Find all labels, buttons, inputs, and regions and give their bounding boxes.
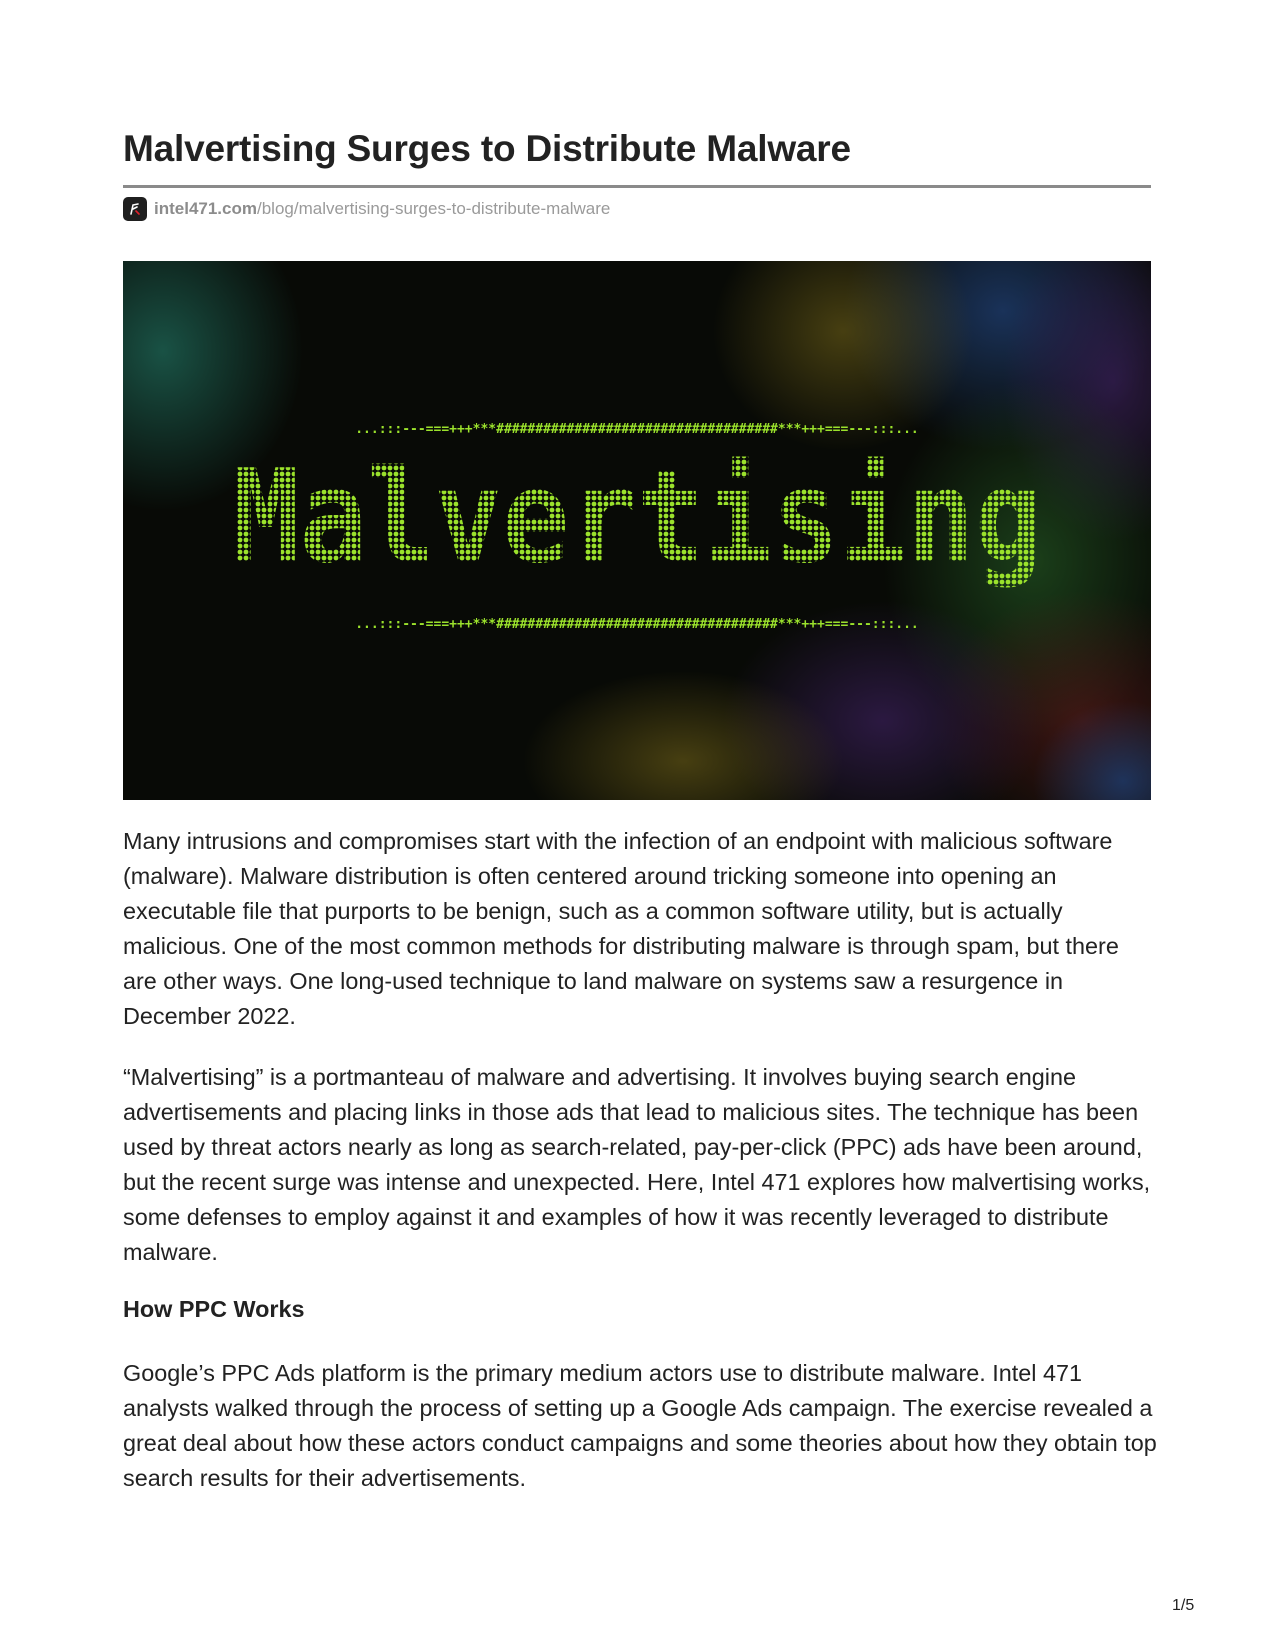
hero-ornament-top: ...:::---===+++***####################################***+++===---:::...	[355, 422, 919, 437]
hero-title-text: Malvertising	[232, 443, 1042, 592]
source-domain[interactable]: intel471.com	[154, 199, 257, 218]
section-heading: How PPC Works	[123, 1296, 305, 1322]
intro-paragraph: Many intrusions and compromises start with the infection of an endpoint with malicious software (malware). Malware distribution is often centered around tricking someone into opening an executable file that purports to be benign, such as a common software utility, but is actually malicious. One of the most common methods for distributing malware is through spam, but there are other ways. One long-used technique to land malware on systems saw a resurgence in December 2022.	[123, 828, 1119, 1029]
source-link[interactable]	[123, 197, 610, 221]
section-paragraph: Google’s PPC Ads platform is the primary medium actors use to distribute malware. Intel 471 analysts walked through the process of setting up a Google Ads campaign. The exercise revealed a great deal about how these actors conduct campaigns and some theories about how they obtain top search results for their advertisements.	[123, 1360, 1157, 1491]
hero-image	[123, 261, 1151, 800]
source-path[interactable]: /blog/malvertising-surges-to-distribute-malware	[257, 199, 611, 218]
intel471-logo-icon	[123, 197, 147, 221]
title-divider	[123, 185, 1151, 188]
article-title: Malvertising Surges to Distribute Malware	[123, 128, 851, 169]
definition-paragraph: “Malvertising” is a portmanteau of malware and advertising. It involves buying search engine advertisements and placing links in those ads that lead to malicious sites. The technique has been used by threat actors nearly as long as search-related, pay-per-click (PPC) ads have been around, but the recent surge was intense and unexpected. Here, Intel 471 explores how malvertising works, some defenses to employ against it and examples of how it was recently leveraged to distribute malware.	[123, 1064, 1151, 1265]
hero-ornament-bottom: ...:::---===+++***####################################***+++===---:::...	[355, 617, 919, 632]
page-number: 1/5	[1172, 1597, 1195, 1614]
